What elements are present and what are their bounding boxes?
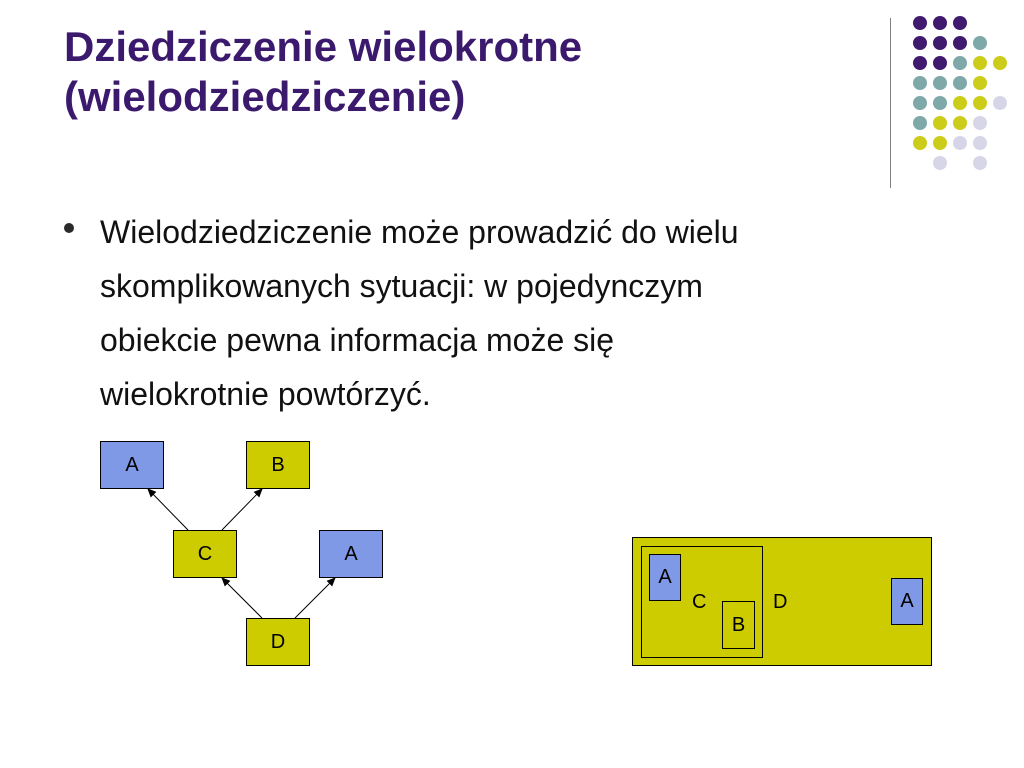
arrow-c-to-b — [222, 489, 262, 530]
arrow-c-to-a — [148, 489, 188, 530]
object-label-d: D — [773, 591, 788, 613]
class-node-c: C — [173, 530, 237, 578]
class-node-a-second: A — [319, 530, 383, 578]
class-node-a: A — [100, 441, 164, 489]
object-inner-a: A — [649, 554, 681, 601]
slide-title-line-2: (wielodziedziczenie) — [64, 73, 466, 120]
arrow-d-to-c — [222, 578, 262, 618]
bullet-line-1: Wielodziedziczenie może prowadzić do wielu — [100, 214, 739, 250]
arrow-d-to-a — [295, 578, 335, 618]
slide-title-line-1: Dziedziczenie wielokrotne — [64, 23, 583, 70]
bullet-line-3: obiekcie pewna informacja może się — [100, 322, 615, 358]
bullet-line-2: skomplikowanych sytuacji: w pojedynczym — [100, 268, 703, 304]
class-node-b: B — [246, 441, 310, 489]
bullet-line-4: wielokrotnie powtórzyć. — [100, 376, 431, 412]
class-node-d: D — [246, 618, 310, 666]
object-outer-a: A — [891, 578, 923, 625]
object-label-c: C — [692, 591, 707, 613]
object-inner-b: B — [722, 601, 755, 649]
